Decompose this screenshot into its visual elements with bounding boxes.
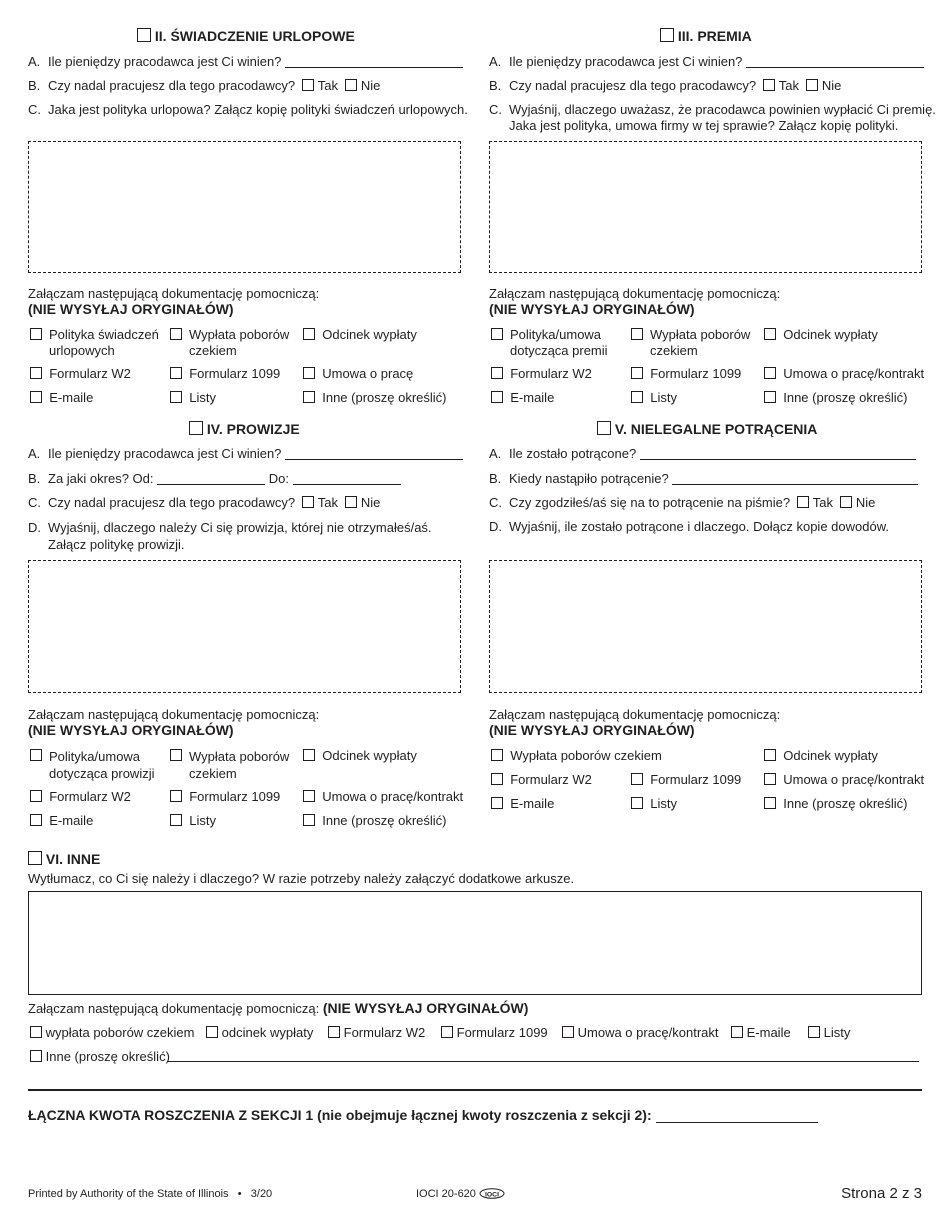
sec4-attach-text: Załączam następującą dokumentację pomocniczą: <box>28 707 320 722</box>
sec6-doc-check[interactable] <box>30 1025 194 1040</box>
sec5-a-field[interactable] <box>640 447 916 460</box>
label-line: Polityka/umowa <box>49 749 141 764</box>
label: Formularz 1099 <box>650 772 742 787</box>
sec6-no-originals: (NIE WYSYŁAJ ORYGINAŁÓW) <box>322 1000 529 1016</box>
checkbox[interactable] <box>303 790 315 802</box>
sec4-no-label: Nie <box>360 495 381 510</box>
label: Inne (proszę określić) <box>783 390 908 405</box>
sec2-checkbox[interactable] <box>137 28 151 42</box>
sec6-doc-w2[interactable] <box>328 1025 425 1040</box>
checkbox[interactable] <box>562 1026 574 1038</box>
sec5-header <box>597 421 817 437</box>
sec3-checkbox[interactable] <box>660 28 674 42</box>
label: Formularz W2 <box>49 789 131 804</box>
sec2-a-letter: A. <box>28 54 41 69</box>
sec4-b-letter: B. <box>28 471 41 486</box>
sec4-doc-1099[interactable] <box>170 789 280 804</box>
sec3-doc-1099[interactable] <box>631 366 741 381</box>
sec4-a-letter: A. <box>28 446 41 461</box>
label: wypłata poborów czekiem <box>45 1025 195 1040</box>
sec4-c-text: Czy nadal pracujesz dla tego pracodawcy? <box>48 495 296 510</box>
sec3-title: III. PREMIA <box>677 28 752 44</box>
sec2-c-text: Jaka jest polityka urlopowa? Załącz kopię polityki świadczeń urlopowych. <box>48 102 468 117</box>
checkbox[interactable] <box>30 391 42 403</box>
sec2-doc-1099[interactable] <box>170 366 280 381</box>
sec2-doc-stub[interactable] <box>303 327 417 342</box>
checkbox[interactable] <box>170 391 182 403</box>
label: E-maile <box>746 1025 791 1040</box>
label: Inne (proszę określić) <box>322 813 447 828</box>
sec6-title: VI. INNE <box>45 851 101 867</box>
sec4-d-text-1: Wyjaśnij, dlaczego należy Ci się prowizja, której nie otrzymałeś/aś. <box>48 520 432 535</box>
checkbox[interactable] <box>631 367 643 379</box>
sec3-c-text-1: Wyjaśnij, dlaczego uważasz, że pracodawca powinien wypłacić Ci premię. <box>509 102 936 117</box>
sec4-d-text-2: Załącz politykę prowizji. <box>48 537 185 552</box>
sec2-doc-check-label <box>189 327 289 359</box>
checkbox[interactable] <box>303 391 315 403</box>
label-line: Wypłata poborów <box>650 327 751 342</box>
sec4-no-checkbox[interactable] <box>345 496 357 508</box>
footer-bullet: • <box>237 1188 242 1200</box>
checkbox[interactable] <box>30 1026 42 1038</box>
sec3-yes-label: Tak <box>778 78 799 93</box>
label-line: Wypłata poborów <box>189 749 290 764</box>
sec5-d-letter: D. <box>489 519 502 534</box>
sec4-b-text: Za jaki okres? Od: <box>48 471 154 486</box>
sec3-doc-check-label <box>650 327 750 359</box>
checkbox[interactable] <box>30 328 42 340</box>
sec5-a-text: Ile zostało potrącone? <box>509 446 637 461</box>
sec2-c-letter: C. <box>28 102 41 117</box>
sec5-doc-stub[interactable] <box>764 748 878 763</box>
sec3-c-letter: C. <box>489 102 502 117</box>
sec5-question-b <box>489 471 918 486</box>
checkbox[interactable] <box>631 773 643 785</box>
label-line: czekiem <box>189 766 237 781</box>
sec4-doc-policy[interactable] <box>30 748 42 763</box>
sec4-doc-check[interactable] <box>170 748 182 763</box>
sec5-b-letter: B. <box>489 471 502 486</box>
sec5-doc-contract[interactable] <box>764 772 924 787</box>
footer-printed-text: Printed by Authority of the State of Illinois <box>28 1188 229 1200</box>
sec2-answer-box[interactable] <box>28 141 461 273</box>
checkbox[interactable] <box>303 328 315 340</box>
footer-date: 3/20 <box>250 1188 273 1200</box>
sec3-b-text: Czy nadal pracujesz dla tego pracodawcy? <box>509 78 757 93</box>
checkbox[interactable] <box>30 749 42 761</box>
sec3-yes-checkbox[interactable] <box>763 79 775 91</box>
sec6-doc-letters[interactable] <box>808 1025 850 1040</box>
sec5-doc-check[interactable] <box>491 748 662 763</box>
sec4-doc-letters[interactable] <box>170 813 216 828</box>
sec2-b-text: Czy nadal pracujesz dla tego pracodawcy? <box>48 78 296 93</box>
label: Formularz W2 <box>510 366 592 381</box>
sec3-attach-text: Załączam następującą dokumentację pomocniczą: <box>489 286 781 301</box>
checkbox[interactable] <box>30 790 42 802</box>
sec5-a-letter: A. <box>489 446 502 461</box>
sec4-d-letter: D. <box>28 520 41 535</box>
sec5-doc-letters[interactable] <box>631 796 677 811</box>
sec3-a-letter: A. <box>489 54 502 69</box>
checkbox[interactable] <box>491 391 503 403</box>
label: Wypłata poborów czekiem <box>510 748 662 763</box>
label: Umowa o pracę/kontrakt <box>783 772 925 787</box>
sec5-no-label: Nie <box>855 495 876 510</box>
sec4-doc-w2[interactable] <box>30 789 131 804</box>
divider <box>28 1089 922 1091</box>
checkbox[interactable] <box>764 797 776 809</box>
sec3-doc-w2[interactable] <box>491 366 592 381</box>
label: Listy <box>650 796 677 811</box>
label: Inne (proszę określić) <box>783 796 908 811</box>
sec4-a-field[interactable] <box>285 447 463 460</box>
sec4-c-letter: C. <box>28 495 41 510</box>
label: E-maile <box>510 796 555 811</box>
sec3-doc-check[interactable] <box>631 327 643 342</box>
sec2-question-a <box>28 54 463 69</box>
sec5-doc-email[interactable] <box>491 796 554 811</box>
union-bug-text: IOCI <box>484 1191 499 1199</box>
sec4-yes-checkbox[interactable] <box>302 496 314 508</box>
sec4-question-a <box>28 446 463 461</box>
sec4-doc-check-label <box>189 748 289 782</box>
sec3-no-label: Nie <box>821 78 842 93</box>
sec2-doc-w2[interactable] <box>30 366 131 381</box>
sec5-attach-text: Załączam następującą dokumentację pomocniczą: <box>489 707 781 722</box>
sec2-doc-email[interactable] <box>30 390 93 405</box>
sec5-b-text: Kiedy nastąpiło potrącenie? <box>509 471 669 486</box>
checkbox[interactable] <box>170 749 182 761</box>
sec5-answer-box[interactable] <box>489 560 922 693</box>
checkbox[interactable] <box>170 790 182 802</box>
label: Umowa o pracę/kontrakt <box>783 366 925 381</box>
sec4-to-field[interactable] <box>293 472 401 485</box>
sec5-c-letter: C. <box>489 495 502 510</box>
sec4-yes-label: Tak <box>317 495 338 510</box>
label-line: urlopowych <box>49 343 115 358</box>
sec3-doc-letters[interactable] <box>631 390 677 405</box>
checkbox[interactable] <box>328 1026 340 1038</box>
label: Formularz W2 <box>49 366 131 381</box>
checkbox[interactable] <box>764 391 776 403</box>
label: Formularz 1099 <box>650 366 742 381</box>
sec4-no-originals: (NIE WYSYŁAJ ORYGINAŁÓW) <box>28 722 234 738</box>
total-claim-row <box>28 1107 818 1123</box>
checkbox[interactable] <box>491 773 503 785</box>
label: Listy <box>823 1025 851 1040</box>
sec4-question-d <box>28 519 432 553</box>
sec2-header <box>137 28 355 44</box>
sec6-header <box>28 851 100 867</box>
sec5-yes-label: Tak <box>812 495 833 510</box>
sec2-a-text: Ile pieniędzy pracodawca jest Ci winien? <box>48 54 282 69</box>
checkbox[interactable] <box>764 367 776 379</box>
checkbox[interactable] <box>731 1026 743 1038</box>
label: Listy <box>650 390 677 405</box>
checkbox[interactable] <box>491 797 503 809</box>
label: Formularz 1099 <box>189 366 281 381</box>
sec3-question-b <box>489 78 841 93</box>
sec2-attach-text: Załączam następującą dokumentację pomocniczą: <box>28 286 320 301</box>
sec3-a-text: Ile pieniędzy pracodawca jest Ci winien? <box>509 54 743 69</box>
sec6-doc-stub[interactable] <box>206 1025 313 1040</box>
sec3-no-originals: (NIE WYSYŁAJ ORYGINAŁÓW) <box>489 301 695 317</box>
sec3-no-checkbox[interactable] <box>806 79 818 91</box>
sec5-d-text: Wyjaśnij, ile zostało potrącone i dlaczego. Dołącz kopie dowodów. <box>509 519 889 534</box>
checkbox[interactable] <box>441 1026 453 1038</box>
checkbox[interactable] <box>170 814 182 826</box>
sec2-doc-policy[interactable] <box>30 327 42 342</box>
sec3-doc-other[interactable] <box>764 390 908 405</box>
sec4-from-field[interactable] <box>157 472 265 485</box>
sec5-question-c <box>489 495 875 510</box>
sec6-description: Wytłumacz, co Ci się należy i dlaczego? W razie potrzeby należy załączyć dodatkowe arkusze. <box>28 871 575 886</box>
sec5-b-field[interactable] <box>672 472 918 485</box>
checkbox[interactable] <box>631 797 643 809</box>
sec4-header <box>189 421 300 437</box>
checkbox[interactable] <box>764 749 776 761</box>
sec5-doc-1099[interactable] <box>631 772 741 787</box>
label: Listy <box>189 390 216 405</box>
label: Odcinek wypłaty <box>783 327 878 342</box>
label: Formularz 1099 <box>189 789 281 804</box>
sec4-doc-policy-label <box>49 748 155 782</box>
sec4-doc-email[interactable] <box>30 813 93 828</box>
sec4-answer-box[interactable] <box>28 560 461 693</box>
sec5-doc-w2[interactable] <box>491 772 592 787</box>
sec2-title: II. ŚWIADCZENIE URLOPOWE <box>154 28 355 44</box>
sec5-question-a <box>489 446 916 461</box>
label: Odcinek wypłaty <box>322 748 417 763</box>
sec4-title: IV. PROWIZJE <box>206 421 300 437</box>
label-line: czekiem <box>189 343 237 358</box>
sec3-doc-contract[interactable] <box>764 366 924 381</box>
label: Odcinek wypłaty <box>783 748 878 763</box>
label-line: Wypłata poborów <box>189 327 290 342</box>
label: Inne (proszę określić) <box>45 1049 170 1064</box>
sec5-no-originals: (NIE WYSYŁAJ ORYGINAŁÓW) <box>489 722 695 738</box>
sec6-doc-1099[interactable] <box>441 1025 548 1040</box>
label-line: czekiem <box>650 343 698 358</box>
sec6-doc-contract[interactable] <box>562 1025 719 1040</box>
sec2-doc-policy-label <box>49 327 159 359</box>
sec2-yes-label: Tak <box>317 78 338 93</box>
sec2-question-b <box>28 78 380 93</box>
sec3-a-field[interactable] <box>746 55 924 68</box>
page-number: Strona 2 z 3 <box>841 1185 922 1202</box>
label-line: dotycząca premii <box>510 343 608 358</box>
label: Formularz W2 <box>343 1025 426 1040</box>
label: Umowa o pracę/kontrakt <box>577 1025 719 1040</box>
sec3-c-text-2: Jaka jest polityka, umowa firmy w tej sprawie? Załącz kopię polityki. <box>509 118 899 133</box>
checkbox[interactable] <box>303 749 315 761</box>
sec2-no-label: Nie <box>360 78 381 93</box>
checkbox[interactable] <box>808 1026 820 1038</box>
total-claim-label: ŁĄCZNA KWOTA ROSZCZENIA Z SEKCJI 1 (nie obejmuje łącznej kwoty roszczenia z sekcji 2): <box>28 1107 652 1123</box>
total-claim-field[interactable] <box>656 1110 818 1123</box>
footer-form <box>416 1188 505 1202</box>
sec2-doc-check[interactable] <box>170 327 182 342</box>
checkbox[interactable] <box>303 367 315 379</box>
sec2-no-checkbox[interactable] <box>345 79 357 91</box>
sec3-question-c <box>489 102 936 134</box>
sec2-b-letter: B. <box>28 78 41 93</box>
sec4-b-to: Do: <box>268 471 289 486</box>
sec4-doc-contract[interactable] <box>303 789 463 804</box>
label-line: dotycząca prowizji <box>49 766 155 781</box>
sec5-yes-checkbox[interactable] <box>797 496 809 508</box>
sec2-yes-checkbox[interactable] <box>302 79 314 91</box>
checkbox[interactable] <box>30 814 42 826</box>
sec4-question-b <box>28 471 401 486</box>
sec6-answer-box[interactable] <box>28 891 922 995</box>
checkbox[interactable] <box>491 749 503 761</box>
sec3-question-a <box>489 54 924 69</box>
sec4-a-text: Ile pieniędzy pracodawca jest Ci winien? <box>48 446 282 461</box>
sec2-doc-other[interactable] <box>303 390 447 405</box>
sec5-title: V. NIELEGALNE POTRĄCENIA <box>614 421 818 437</box>
checkbox[interactable] <box>631 391 643 403</box>
sec5-no-checkbox[interactable] <box>840 496 852 508</box>
sec6-other-field[interactable] <box>167 1049 919 1062</box>
sec6-doc-other[interactable] <box>30 1049 170 1064</box>
sec3-doc-policy[interactable] <box>491 327 503 342</box>
label: Odcinek wypłaty <box>322 327 417 342</box>
sec5-c-text: Czy zgodziłeś/aś się na to potrącenie na piśmie? <box>509 495 791 510</box>
sec5-doc-other[interactable] <box>764 796 908 811</box>
sec4-doc-stub[interactable] <box>303 748 417 763</box>
label: E-maile <box>49 813 94 828</box>
label: Umowa o pracę/kontrakt <box>322 789 464 804</box>
label-line: Polityka/umowa <box>510 327 602 342</box>
sec6-checkbox[interactable] <box>28 851 42 865</box>
label-line: Polityka świadczeń <box>49 327 159 342</box>
sec3-header <box>660 28 752 44</box>
label: E-maile <box>510 390 555 405</box>
sec4-checkbox[interactable] <box>189 421 203 435</box>
sec3-answer-box[interactable] <box>489 141 922 273</box>
checkbox[interactable] <box>764 773 776 785</box>
sec6-attach-line <box>28 1000 528 1016</box>
label: Inne (proszę określić) <box>322 390 447 405</box>
sec2-doc-letters[interactable] <box>170 390 216 405</box>
sec3-doc-email[interactable] <box>491 390 554 405</box>
checkbox[interactable] <box>170 328 182 340</box>
sec4-doc-other[interactable] <box>303 813 447 828</box>
sec6-doc-email[interactable] <box>731 1025 791 1040</box>
sec2-a-field[interactable] <box>285 55 463 68</box>
sec3-doc-stub[interactable] <box>764 327 878 342</box>
sec2-no-originals: (NIE WYSYŁAJ ORYGINAŁÓW) <box>28 301 234 317</box>
sec2-doc-contract[interactable] <box>303 366 413 381</box>
sec5-question-d <box>489 519 889 534</box>
checkbox[interactable] <box>206 1026 218 1038</box>
checkbox[interactable] <box>631 328 643 340</box>
sec3-b-letter: B. <box>489 78 502 93</box>
label: Formularz 1099 <box>456 1025 548 1040</box>
checkbox[interactable] <box>491 367 503 379</box>
checkbox[interactable] <box>30 367 42 379</box>
checkbox[interactable] <box>764 328 776 340</box>
label: odcinek wypłaty <box>221 1025 314 1040</box>
label: Formularz W2 <box>510 772 592 787</box>
sec3-doc-policy-label <box>510 327 608 359</box>
sec4-question-c <box>28 495 380 510</box>
label: Umowa o pracę <box>322 366 414 381</box>
sec2-question-c <box>28 102 468 117</box>
sec5-checkbox[interactable] <box>597 421 611 435</box>
label: Listy <box>189 813 216 828</box>
sec6-attach-text: Załączam następującą dokumentację pomocniczą: <box>28 1001 320 1016</box>
checkbox[interactable] <box>30 1050 42 1062</box>
label: E-maile <box>49 390 94 405</box>
footer-printed <box>28 1188 272 1200</box>
footer-form-id: IOCI 20-620 <box>416 1188 476 1200</box>
union-bug-icon <box>479 1188 505 1202</box>
checkbox[interactable] <box>491 328 503 340</box>
checkbox[interactable] <box>170 367 182 379</box>
checkbox[interactable] <box>303 814 315 826</box>
